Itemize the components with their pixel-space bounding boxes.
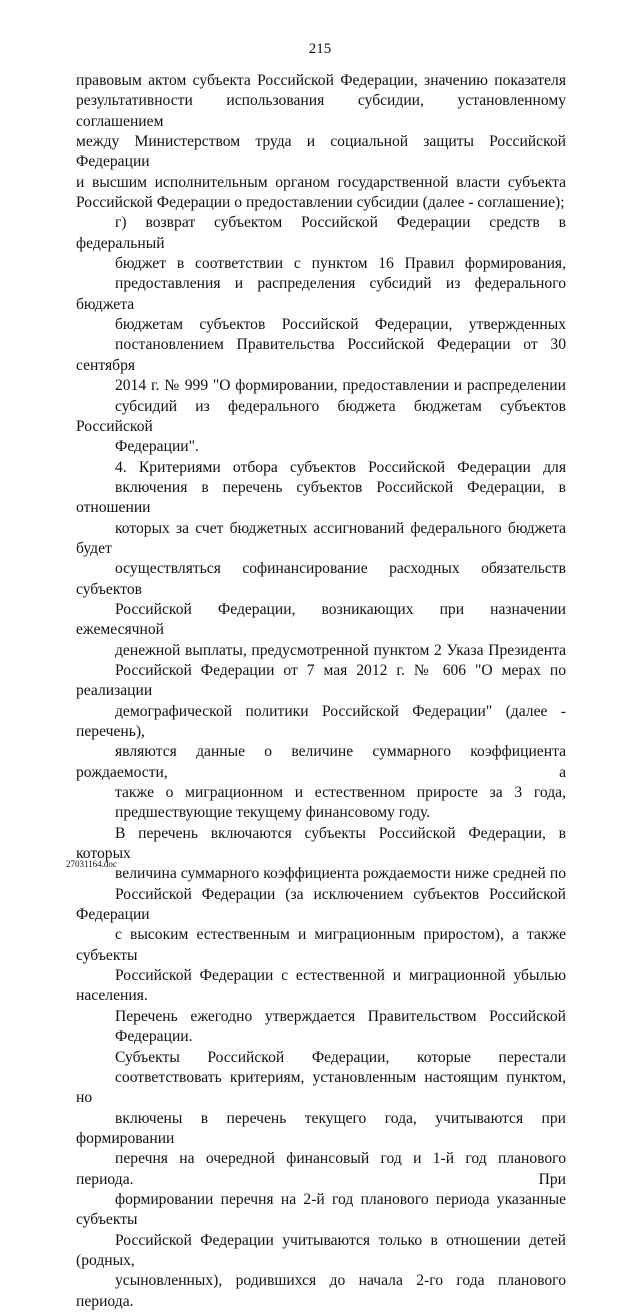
text-line: бюджетам субъектов Российской Федерации, утвержденных [115,316,566,334]
text-line: которых за счет бюджетных ассигнований федерального бюджета будет [76,519,566,557]
text-line: Российской Федерации с естественной и миграционной убылью населения. [76,967,566,1005]
text-line: Субъекты Российской Федерации, которые перестали [115,1048,566,1066]
text-line: Российской Федерации (за исключением субъектов Российской Федерации [76,885,566,924]
text-line: предоставления и распределения субсидий из федерального бюджета [76,275,566,313]
text-line: постановлением Правительства Российской Федерации от 30 сентября [76,336,566,374]
text-line: величина суммарного коэффициента рождаемости ниже средней по [115,865,566,883]
text-line: Перечень ежегодно утверждается Правительством Российской [115,1007,566,1025]
paragraph [76,824,566,1007]
paragraph [76,71,566,213]
text-line: перечня на очередной финансовый год и 1-й год планового периода. При [76,1150,566,1188]
text-line: осуществляться софинансирование расходных обязательств субъектов [76,560,566,598]
text-line: В перечень включаются субъекты Российской Федерации, в которых [76,824,566,863]
text-line: с высоким естественным и миграционным приростом), а также субъекты [76,926,566,964]
text-line: предшествующие текущему финансовому году. [115,804,431,822]
paragraph [76,213,566,457]
paragraph [76,1048,566,1312]
text-line: соответствовать критериям, установленным настоящим пунктом, но [76,1068,566,1107]
document-body [76,71,566,1312]
paragraph [76,458,566,824]
text-line: и высшим исполнительным органом государственной власти субъекта [76,173,566,191]
paragraph [76,1007,566,1048]
text-line: Российской Федерации о предоставлении субсидии (далее - соглашение); [76,194,565,212]
text-line: усыновленных), родившихся до начала 2-го года планового периода. [76,1272,566,1310]
text-line: бюджет в соответствии с пунктом 16 Правил формирования, [115,255,566,273]
text-line: также о миграционном и естественном приросте за 3 года, [115,784,566,802]
footer-filename: 27031164.doc [66,859,117,869]
text-line: результативности использования субсидии, установленному соглашением [76,92,566,130]
text-line: Федерации". [115,438,199,456]
text-line: 4. Критериями отбора субъектов Российской Федерации для [115,458,566,476]
text-line: денежной выплаты, предусмотренной пунктом 2 Указа Президента [115,641,566,659]
text-line: демографической политики Российской Федерации" (далее - перечень), [76,702,566,740]
text-line: являются данные о величине суммарного коэффициента рождаемости, а [76,743,566,781]
text-line: формировании перечня на 2-й год планового периода указанные субъекты [76,1190,566,1229]
text-line: 2014 г. № 999 "О формировании, предоставлении и распределении [115,377,566,395]
text-line: субсидий из федерального бюджета бюджетам субъектов Российской [76,397,566,435]
text-line: Российской Федерации от 7 мая 2012 г. № 606 "О мерах по реализации [76,661,566,700]
text-line: между Министерством труда и социальной защиты Российской Федерации [76,133,566,171]
text-line: включения в перечень субъектов Российской Федерации, в отношении [76,478,566,517]
text-line: Федерации. [115,1028,193,1046]
text-line: включены в перечень текущего года, учитываются при формировании [76,1109,566,1147]
text-line: Российской Федерации учитываются только в отношении детей (родных, [76,1231,566,1269]
text-line: г) возврат субъектом Российской Федерации средств в федеральный [76,214,566,252]
page-number: 215 [308,41,332,57]
text-line: правовым актом субъекта Российской Федерации, значению показателя [76,72,566,89]
text-line: Российской Федерации, возникающих при назначении ежемесячной [76,600,566,639]
